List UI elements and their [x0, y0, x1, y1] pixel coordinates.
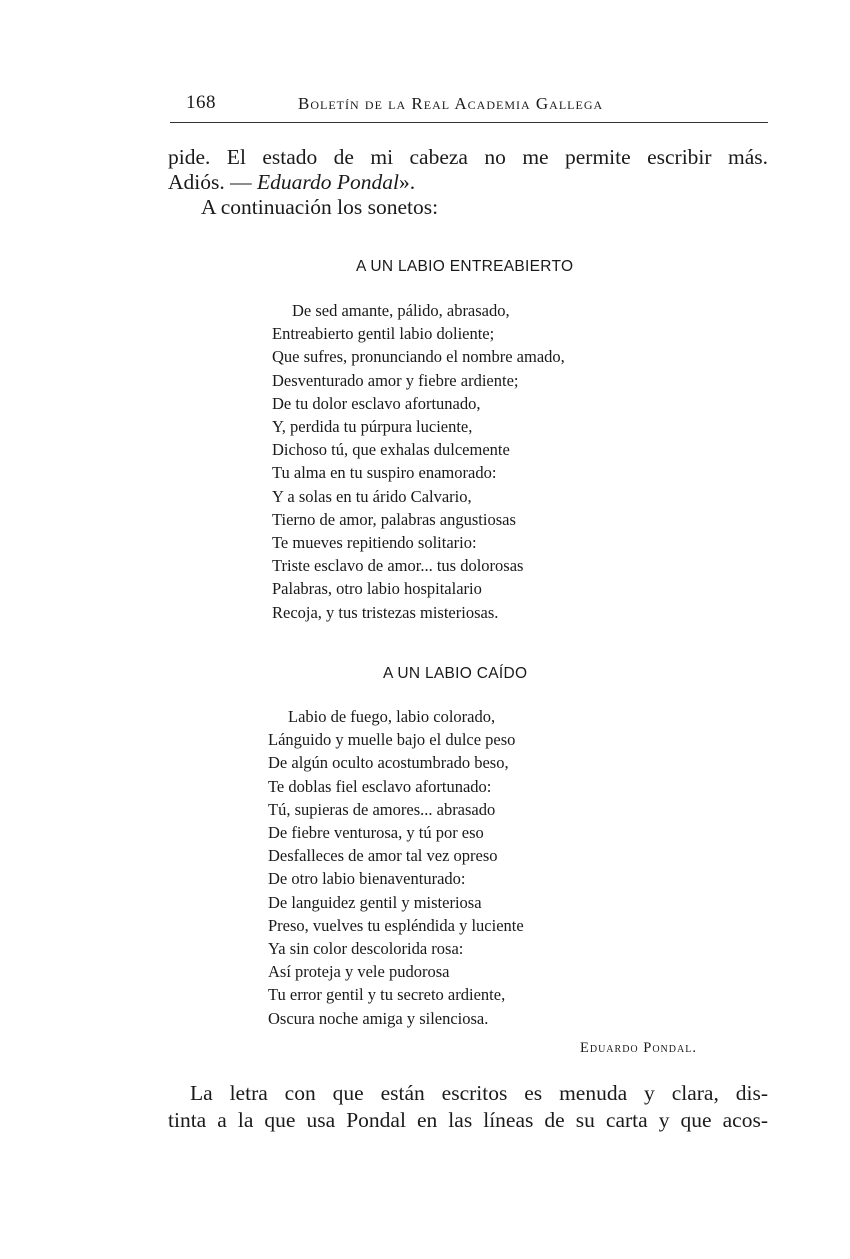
poem-line: De fiebre venturosa, y tú por eso — [268, 823, 484, 843]
poem-line: Y a solas en tu árido Calvario, — [272, 486, 472, 506]
poem-line: Y, perdida tu púrpura luciente, — [272, 417, 473, 437]
intro-paragraph — [168, 145, 768, 195]
poem-line: Te mueves repitiendo solitario: — [272, 533, 477, 553]
running-title: Boletín de la Real Academia Gallega — [298, 94, 604, 113]
poem-line: Así proteja y vele pudorosa — [268, 962, 450, 982]
poem-line: Preso, vuelves tu espléndida y luciente — [268, 915, 524, 935]
poem-line: De languidez gentil y misteriosa — [268, 892, 482, 912]
poem-title-2: A UN LABIO CAÍDO — [383, 665, 528, 682]
poem-line: Lánguido y muelle bajo el dulce peso — [268, 730, 516, 750]
poem-line: Tierno de amor, palabras angustiosas — [272, 509, 516, 529]
intro-line-1: pide. El estado de mi cabeza no me permite escribir más. — [168, 145, 768, 169]
poem-line: Tu alma en tu suspiro enamorado: — [272, 463, 497, 483]
poem-line: De otro labio bienaventurado: — [268, 869, 466, 889]
poem-line: Desfalleces de amor tal vez opreso — [268, 846, 498, 866]
poem-line: Tú, supieras de amores... abrasado — [268, 799, 496, 819]
poem-line: Que sufres, pronunciando el nombre amado, — [272, 347, 565, 367]
poem-line: Dichoso tú, que exhalas dulcemente — [272, 440, 510, 460]
header-rule — [170, 122, 768, 123]
poem-line: Entreabierto gentil labio doliente; — [272, 324, 495, 344]
page-header — [186, 92, 766, 118]
closing-paragraph — [168, 1080, 768, 1134]
sonnet-2 — [268, 705, 524, 1030]
poem-line: Oscura noche amiga y silenciosa. — [268, 1008, 489, 1028]
intro-adios: Adiós. — — [168, 170, 252, 194]
poem-line: Triste esclavo de amor... tus dolorosas — [272, 556, 524, 576]
poem-line: Labio de fuego, labio colorado, — [288, 707, 496, 726]
poem-line: De sed amante, pálido, abrasado, — [292, 301, 510, 320]
poem-line: Ya sin color descolorida rosa: — [268, 939, 464, 959]
closing-line-2: tinta a la que usa Pondal en las líneas de su carta y que acos- — [168, 1108, 768, 1132]
sonnet-1 — [272, 299, 565, 624]
poem-line: Tu error gentil y tu secreto ardiente, — [268, 985, 506, 1005]
closing-line-1: La letra con que están escritos es menuda y clara, dis- — [190, 1081, 768, 1105]
poem-line: De tu dolor esclavo afortunado, — [272, 393, 481, 413]
poem-line: Recoja, y tus tristezas misteriosas. — [272, 602, 499, 622]
page-number: 168 — [186, 92, 216, 113]
poem-line: Desventurado amor y fiebre ardiente; — [272, 370, 519, 390]
poem-line: Palabras, otro labio hospitalario — [272, 579, 482, 599]
poem-title-1: A UN LABIO ENTREABIERTO — [356, 258, 574, 275]
poem-line: Te doblas fiel esclavo afortunado: — [268, 776, 492, 796]
poems-signature: Eduardo Pondal. — [580, 1040, 697, 1056]
intro-closing-mark: ». — [398, 170, 416, 194]
poem-line: De algún oculto acostumbrado beso, — [268, 753, 509, 773]
intro-signature: Eduardo Pondal — [257, 170, 399, 194]
continuation-line: A continuación los sonetos: — [201, 195, 439, 219]
